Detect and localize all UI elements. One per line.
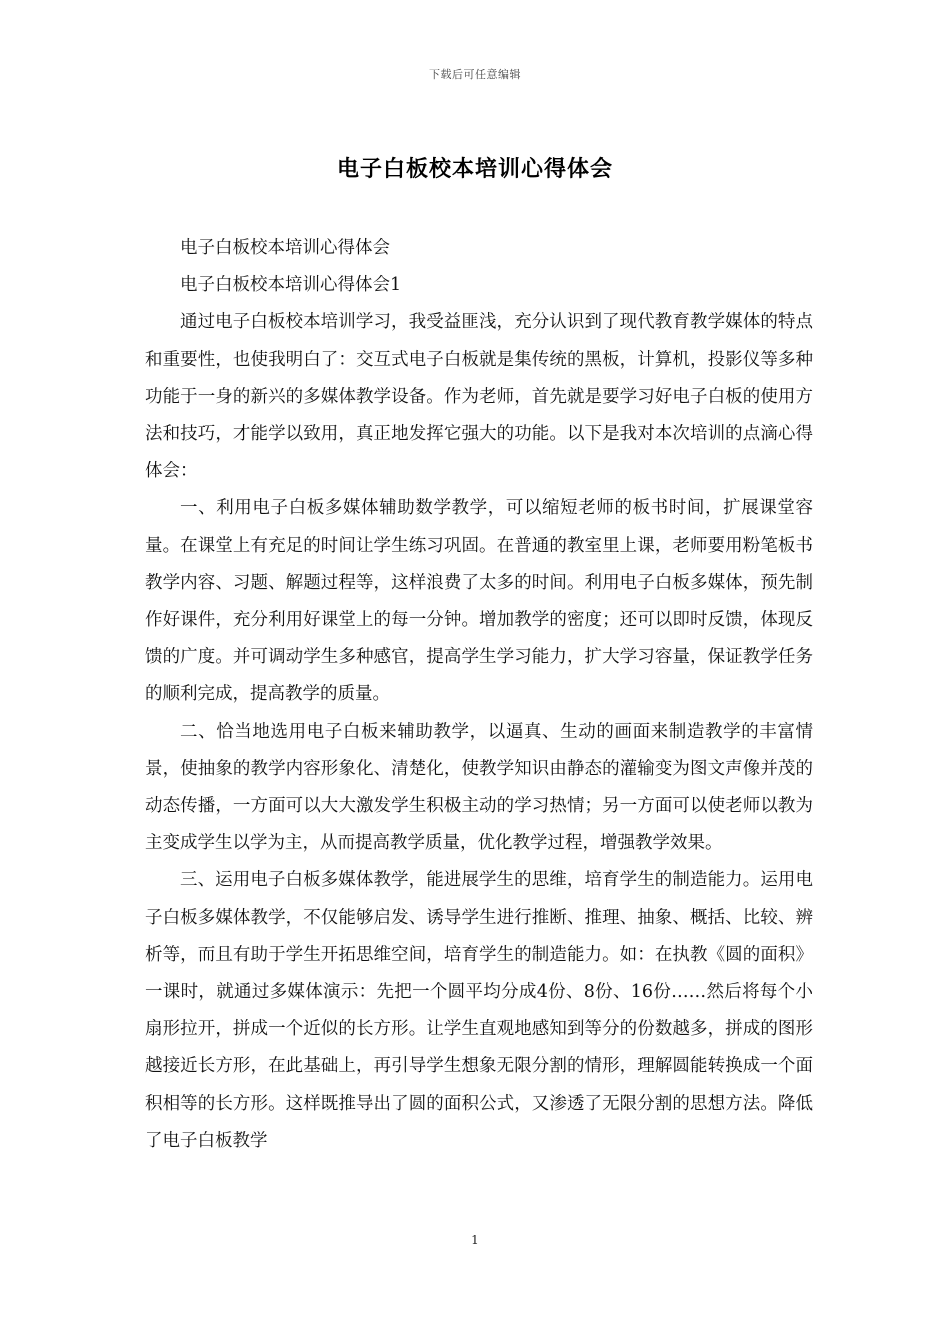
- page-number: 1: [471, 1233, 479, 1247]
- subtitle-line: 电子白板校本培训心得体会: [180, 238, 390, 258]
- paragraph-intro: 通过电子白板校本培训学习，我受益匪浅，充分认识到了现代教育教学媒体的特点和重要性，也使我明白了：交互式电子白板就是集传统的黑板，计算机，投影仪等多种功能于一身的新兴的多媒体教学设备。作为老师，首先就是要学习好电子白板的使用方法和技巧，才能学以致用，真正地发挥它强大的功能。以下是我对本次培训的点滴心得体会：: [145, 312, 813, 482]
- document-body: [145, 230, 813, 1160]
- paragraph-point-two: 二、恰当地选用电子白板来辅助教学，以逼真、生动的画面来制造教学的丰富情景，使抽象的教学内容形象化、清楚化，使教学知识由静态的灌输变为图文声像并茂的动态传播，一方面可以大大激发学生积极主动的学习热情；另一方面可以使老师以教为主变成学生以学为主，从而提高教学质量，优化教学过程，增强教学效果。: [145, 721, 813, 854]
- header-note: 下载后可任意编辑: [429, 68, 521, 81]
- paragraph-point-one: 一、利用电子白板多媒体辅助数学教学，可以缩短老师的板书时间，扩展课堂容量。在课堂上有充足的时间让学生练习巩固。在普通的教室里上课，老师要用粉笔板书教学内容、习题、解题过程等，这样浪费了太多的时间。利用电子白板多媒体，预先制作好课件，充分利用好课堂上的每一分钟。增加教学的密度；还可以即时反馈，体现反馈的广度。并可调动学生多种感官，提高学生学习能力，扩大学习容量，保证教学任务的顺利完成，提高教学的质量。: [145, 498, 813, 705]
- section-heading: 电子白板校本培训心得体会1: [180, 275, 402, 296]
- document-title: 电子白板校本培训心得体会: [336, 156, 613, 182]
- paragraph-point-three: 三、运用电子白板多媒体教学，能进展学生的思维，培育学生的制造能力。运用电子白板多媒体教学，不仅能够启发、诱导学生进行推断、推理、抽象、概括、比较、辨析等，而且有助于学生开拓思维空间，培育学生的制造能力。如：在执教《圆的面积》一课时，就通过多媒体演示：先把一个圆平均分成4份、8份、16份……然后将每个小扇形拉开，拼成一个近似的长方形。让学生直观地感知到等分的份数越多，拼成的图形越接近长方形，在此基础上，再引导学生想象无限分割的情形，理解圆能转换成一个面积相等的长方形。这样既推导出了圆的面积公式，又渗透了无限分割的思想方法。降低了电子白板教学: [145, 870, 813, 1151]
